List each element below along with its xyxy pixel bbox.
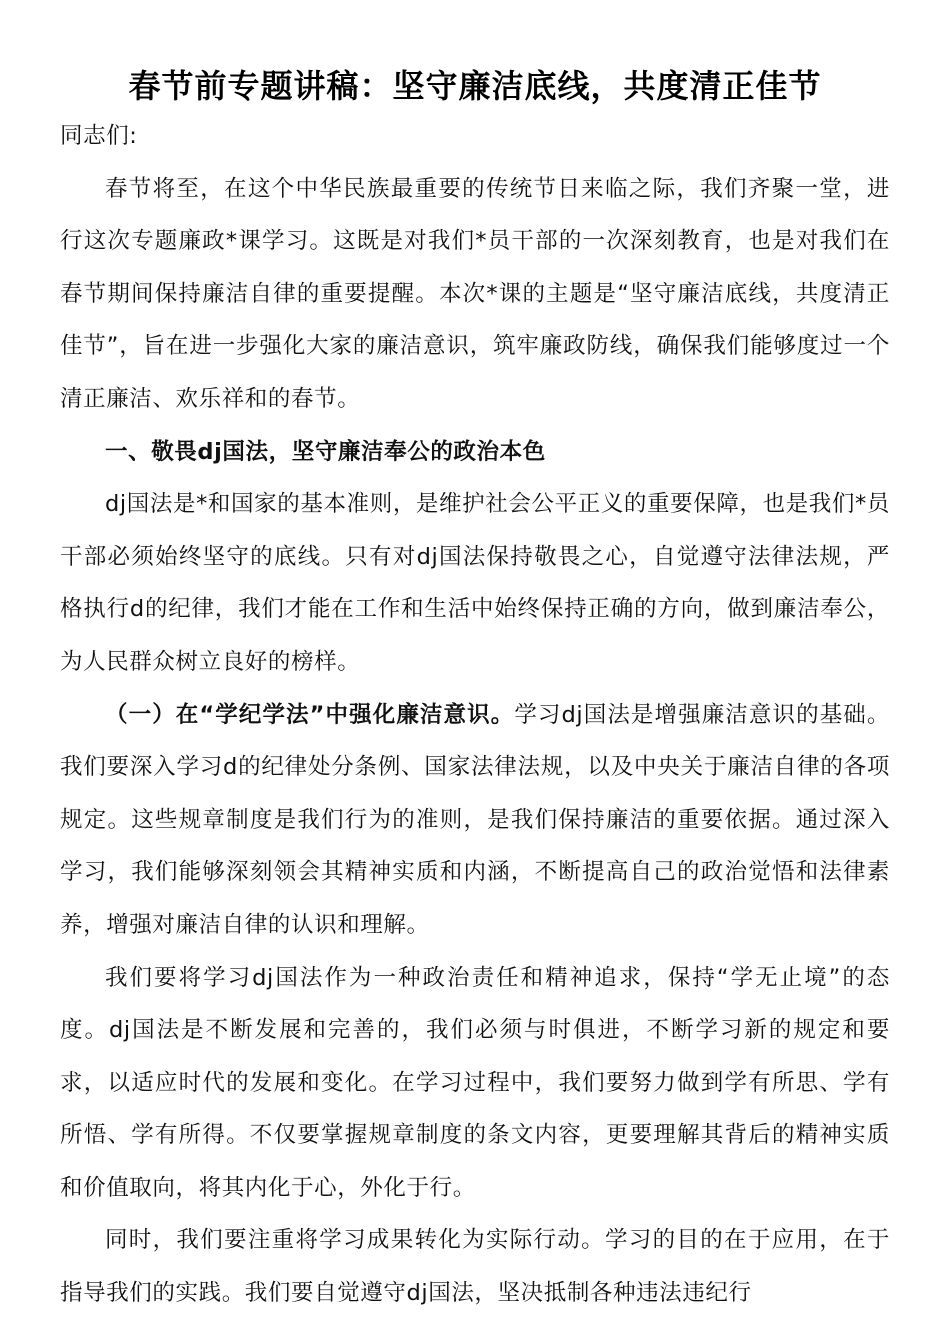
document-title: 春节前专题讲稿：坚守廉洁底线，共度清正佳节 [128,67,822,105]
section-1-paragraph: dj国法是*和国家的基本准则，是维护社会公平正义的重要保障，也是我们*员干部必须始终坚守的底线。只有对dj国法保持敬畏之心，自觉遵守法律法规，严格执行d的纪律，我们才能在工作和生活中始终保持正确的方向，做到廉洁奉公，为人民群众树立良好的榜样。 [60,491,890,675]
document-body [60,118,890,1320]
subsection-1-paragraph [60,689,890,952]
subsection-heading-1: （一）在“学纪学法”中强化廉洁意识。 [105,701,515,728]
subsection-1-text: 学习dj国法是增强廉洁意识的基础。我们要深入学习d的纪律处分条例、国家法律法规，以及中央关于廉洁自律的各项规定。这些规章制度是我们行为的准则，是我们保持廉洁的重要依据。通过深入学习，我们能够深刻领会其精神实质和内涵，不断提高自己的政治觉悟和法律素养，增强对廉洁自律的认识和理解。 [60,701,890,938]
intro-paragraph: 春节将至，在这个中华民族最重要的传统节日来临之际，我们齐聚一堂，进行这次专题廉政*课学习。这既是对我们*员干部的一次深刻教育，也是对我们在春节期间保持廉洁自律的重要提醒。本次*课的主题是“坚守廉洁底线，共度清正佳节”，旨在进一步强化大家的廉洁意识，筑牢廉政防线，确保我们能够度过一个清正廉洁、欢乐祥和的春节。 [60,175,890,412]
salutation: 同志们: [60,123,138,149]
paragraph-practice: 同时，我们要注重将学习成果转化为实际行动。学习的目的在于应用，在于指导我们的实践。我们要自觉遵守dj国法，坚决抵制各种违法违纪行 [60,1227,890,1307]
section-heading-1: 一、敬畏dj国法，坚守廉洁奉公的政治本色 [105,438,546,465]
paragraph-study-attitude: 我们要将学习dj国法作为一种政治责任和精神追求，保持“学无止境”的态度。dj国法是不断发展和完善的，我们必须与时俱进，不断学习新的规定和要求，以适应时代的发展和变化。在学习过程中，我们要努力做到学有所思、学有所悟、学有所得。不仅要掌握规章制度的条文内容，更要理解其背后的精神实质和价值取向，将其内化于心，外化于行。 [60,964,890,1201]
